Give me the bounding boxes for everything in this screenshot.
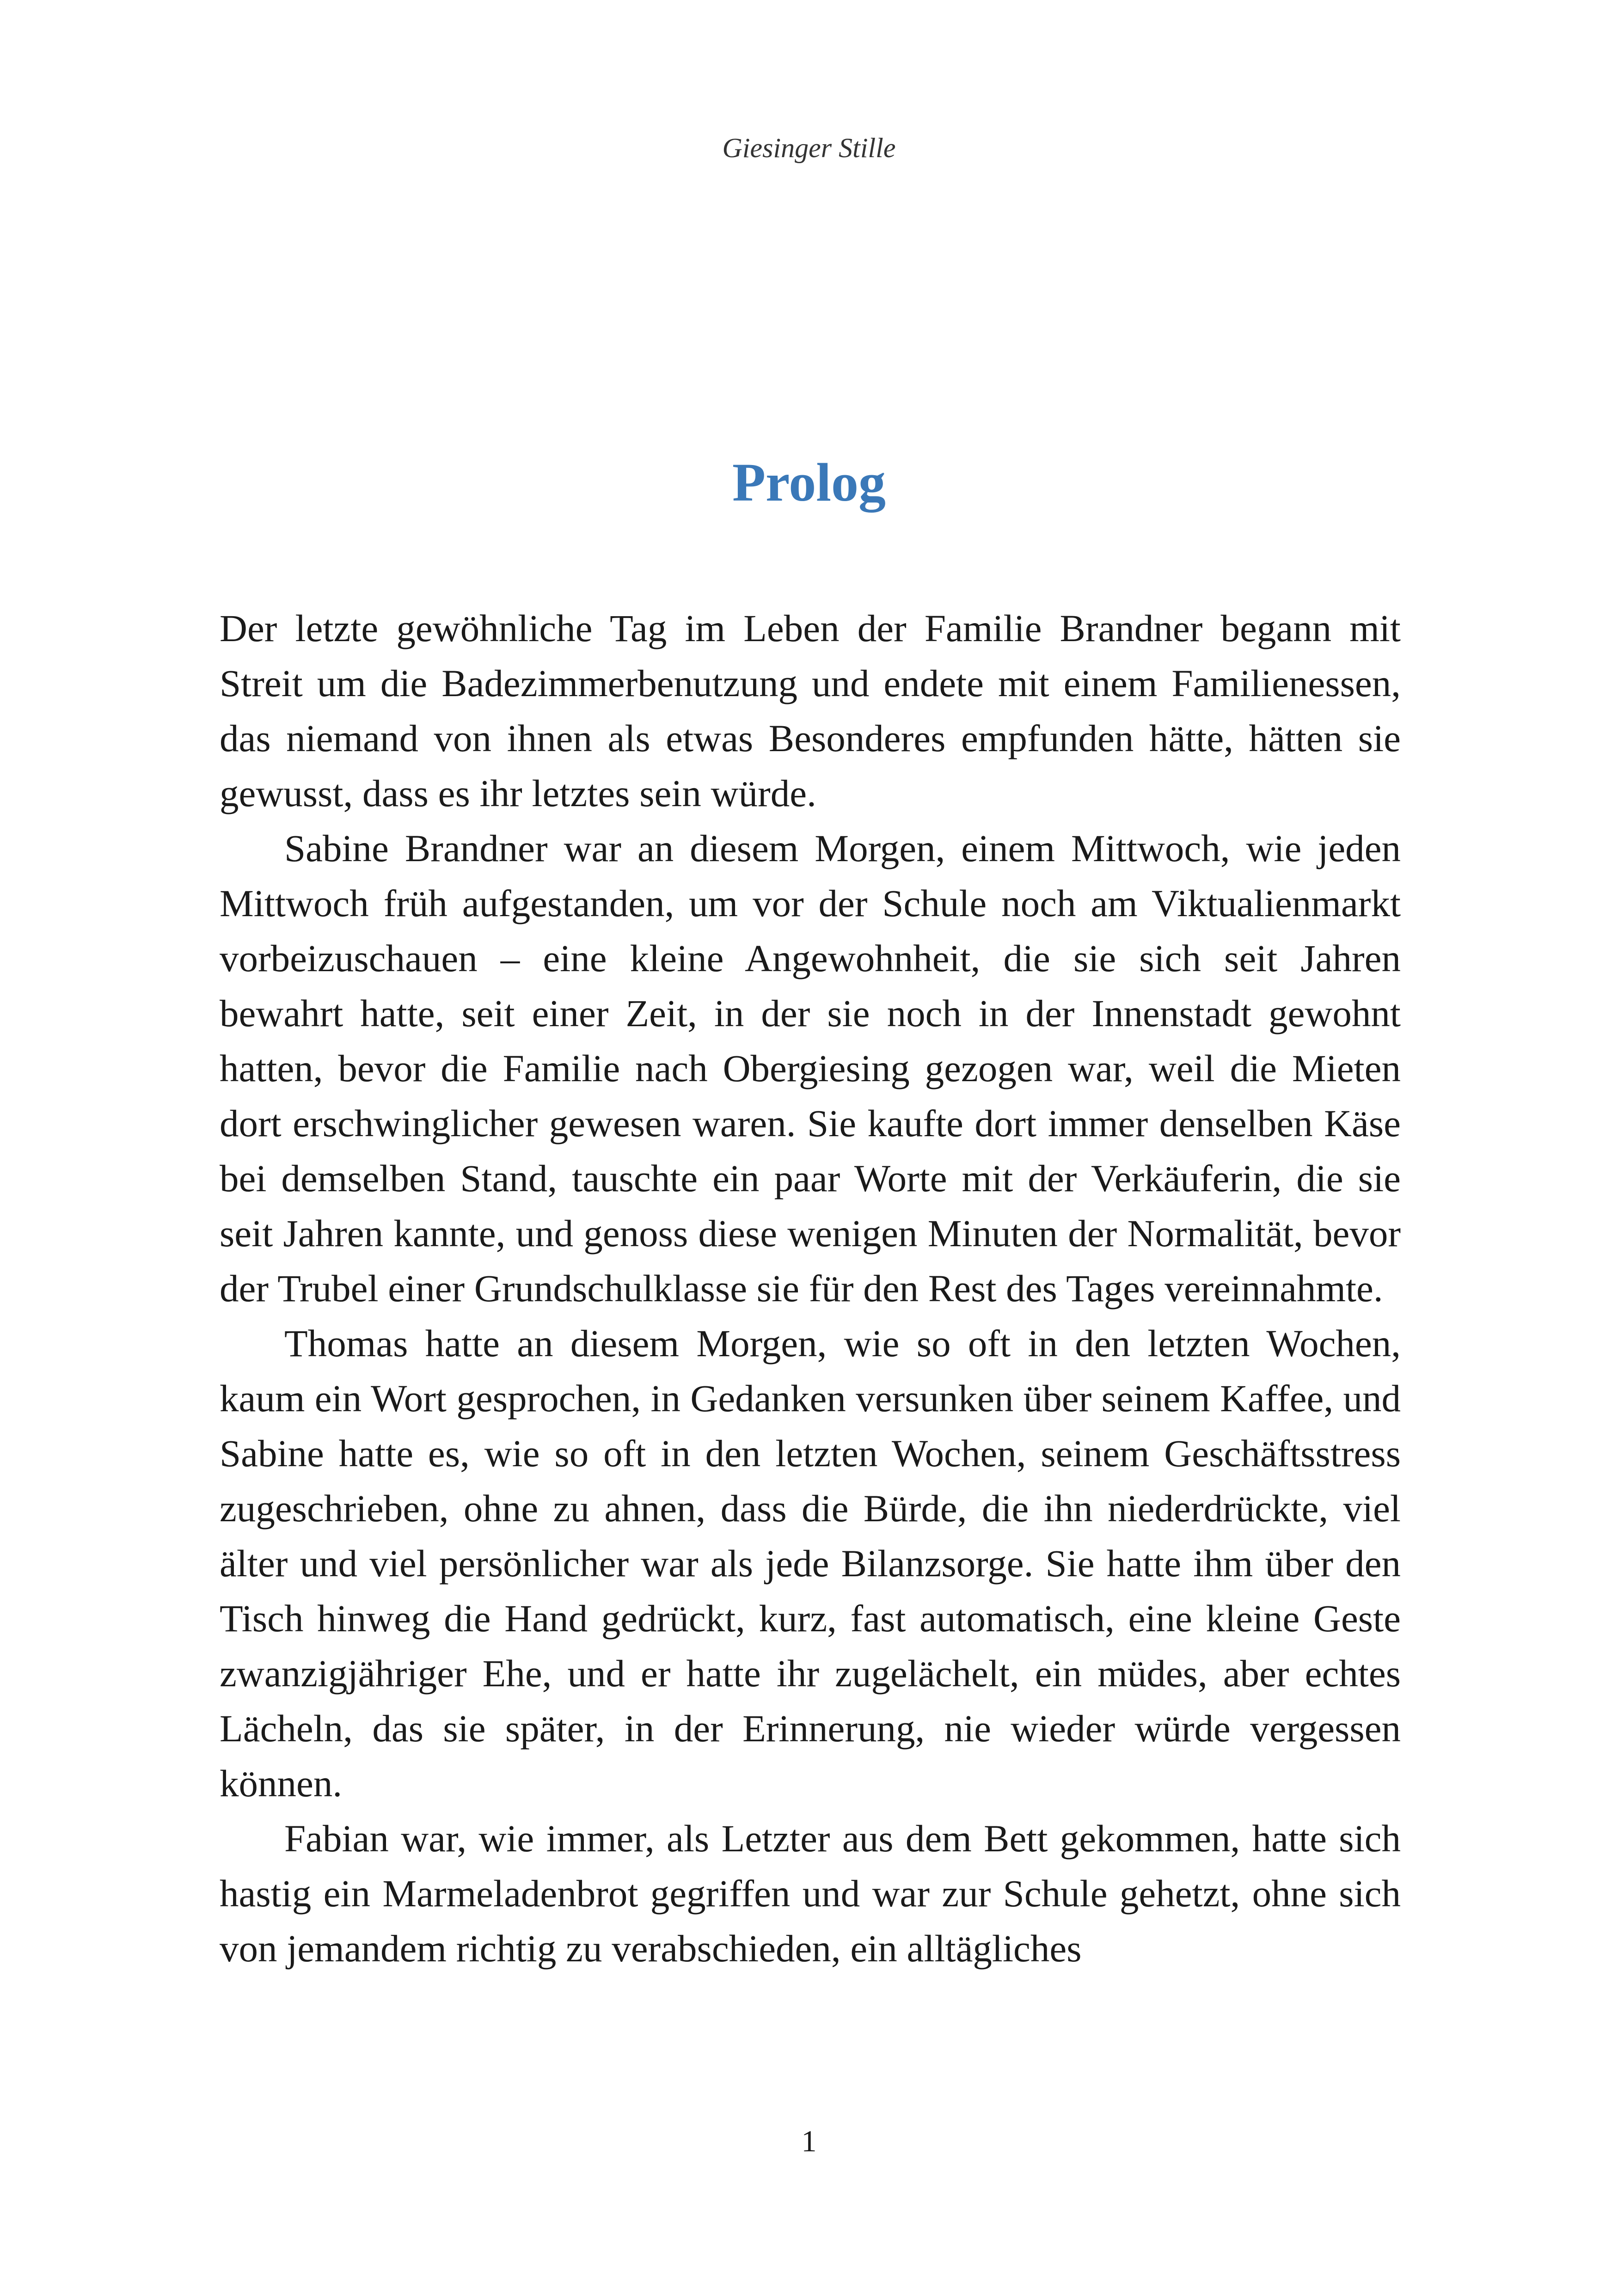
body-text: [220, 601, 1401, 1976]
paragraph-2: Sabine Brandner war an diesem Morgen, einem Mittwoch, wie jeden Mittwoch früh aufgestanden, um vor der Schule noch am Viktualienmarkt vorbeizuschauen – eine kleine Angewohnheit, die sie sich seit Jahren bewahrt hatte, seit einer Zeit, in der sie noch in der Innenstadt gewohnt hatten, bevor die Familie nach Obergiesing gezogen war, weil die Mieten dort erschwinglicher gewesen waren. Sie kaufte dort immer denselben Käse bei demselben Stand, tauschte ein paar Worte mit der Verkäuferin, die sie seit Jahren kannte, und genoss diese wenigen Minuten der Normalität, bevor der Trubel einer Grundschulklasse sie für den Rest des Tages vereinnahmte.: [220, 827, 1401, 1310]
chapter-title: Prolog: [732, 452, 886, 513]
page-number: 1: [801, 2125, 817, 2158]
paragraph-1: Der letzte gewöhnliche Tag im Leben der Familie Brandner begann mit Streit um die Badezimmerbenutzung und endete mit einem Familienessen, das niemand von ihnen als etwas Besonderes empfunden hätte, hätten sie gewusst, dass es ihr letztes sein würde.: [220, 607, 1401, 814]
running-header: Giesinger Stille: [722, 133, 896, 163]
paragraph-4: Fabian war, wie immer, als Letzter aus dem Bett gekommen, hatte sich hastig ein Marmeladenbrot gegriffen und war zur Schule gehetzt, ohne sich von jemandem richtig zu verabschieden, ein alltägliches: [220, 1817, 1401, 1970]
paragraph-3: Thomas hatte an diesem Morgen, wie so oft in den letzten Wochen, kaum ein Wort gesprochen, in Gedanken versunken über seinem Kaffee, und Sabine hatte es, wie so oft in den letzten Wochen, seinem Geschäftsstress zugeschrieben, ohne zu ahnen, dass die Bürde, die ihn niederdrückte, viel älter und viel persönlicher war als jede Bilanzsorge. Sie hatte ihm über den Tisch hinweg die Hand gedrückt, kurz, fast automatisch, eine kleine Geste zwanzigjähriger Ehe, und er hatte ihr zugelächelt, ein müdes, aber echtes Lächeln, das sie später, in der Erinnerung, nie wieder würde vergessen können.: [220, 1322, 1401, 1805]
